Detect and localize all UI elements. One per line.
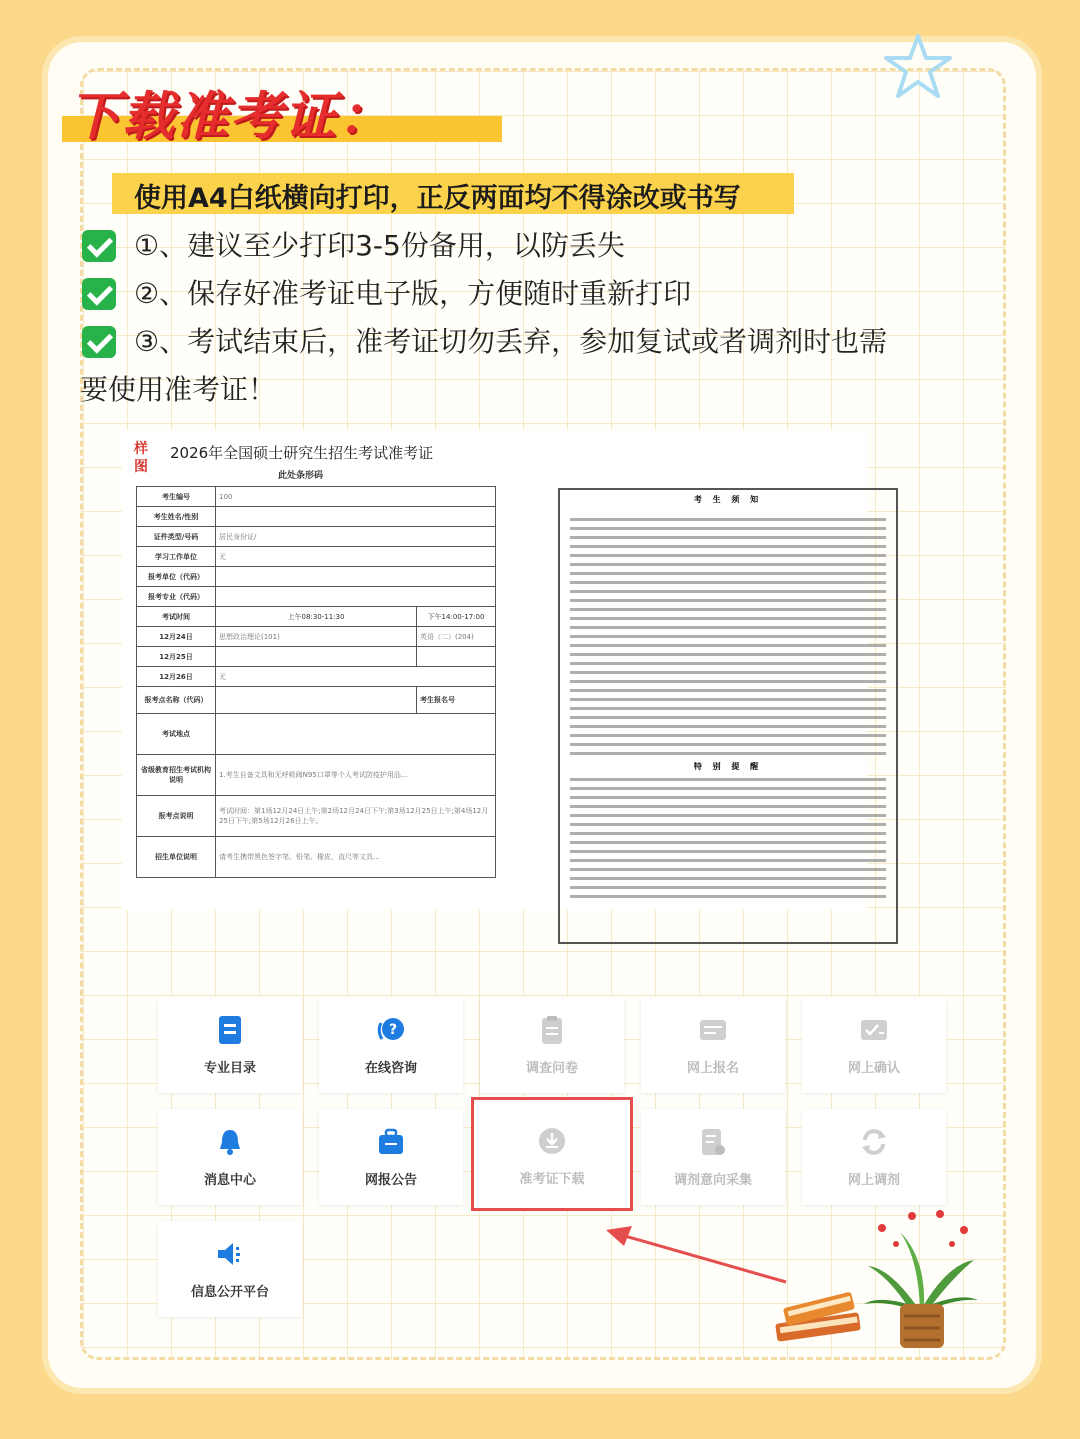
app-online-consult[interactable]: ? 在线咨询 xyxy=(319,997,463,1093)
table-row: 12月25日 xyxy=(137,647,496,667)
table-row: 报考单位（代码） xyxy=(137,567,496,587)
download-icon xyxy=(538,1126,566,1156)
sample-stamp: 样图 xyxy=(134,441,148,475)
app-online-confirm[interactable]: 网上确认 xyxy=(802,997,946,1093)
table-row: 报考点名称（代码） 考生报名号 xyxy=(137,687,496,714)
app-online-adjust[interactable]: 网上调剂 xyxy=(802,1109,946,1205)
svg-text:?: ? xyxy=(388,1022,398,1038)
app-info-platform[interactable]: 信息公开平台 xyxy=(158,1221,302,1317)
app-message-center[interactable]: 消息中心 xyxy=(158,1109,302,1205)
sample-ticket-image xyxy=(122,430,867,910)
notice-text-lines xyxy=(570,512,886,904)
table-row: 学习工作单位 无 xyxy=(137,547,496,567)
clipboard-icon xyxy=(538,1015,566,1045)
document-icon xyxy=(216,1015,244,1045)
table-row: 12月24日 思想政治理论(101) 英语（二）(204) xyxy=(137,627,496,647)
table-row: 省级教育招生考试机构说明 1.考生自备文具和无呼吸阀N95口罩等个人考试防疫护用品... xyxy=(137,755,496,796)
edit-doc-icon xyxy=(699,1127,727,1157)
check-icon xyxy=(82,230,116,262)
briefcase-icon xyxy=(377,1127,405,1157)
app-adjust-intention[interactable]: 调剂意向采集 xyxy=(641,1109,785,1205)
app-major-catalog[interactable]: 专业目录 xyxy=(158,997,302,1093)
books-icon xyxy=(770,1290,866,1344)
table-row: 12月26日 无 xyxy=(137,667,496,687)
ticket-title: 2026年全国硕士研究生招生考试准考证 xyxy=(170,444,434,462)
plant-icon xyxy=(860,1208,980,1348)
barcode-label: 此处条形码 xyxy=(278,471,324,481)
check-icon xyxy=(82,278,116,310)
table-row: 考试地点 xyxy=(137,714,496,755)
speaker-icon xyxy=(216,1239,244,1269)
table-row: 报考专业（代码） xyxy=(137,587,496,607)
tip-continuation: 要使用准考证！ xyxy=(80,373,277,406)
confirm-card-icon xyxy=(860,1015,888,1045)
pointer-arrow-icon xyxy=(600,1222,790,1292)
tip-item: ③、考试结束后，准考证切勿丢弃，参加复试或者调剂时也需 xyxy=(80,318,930,366)
table-row: 考生姓名/性别 xyxy=(137,507,496,527)
table-row: 报考点说明 考试时间：第1场12月24日上午;第2场12月24日下午;第3场12月25日上午;第4场12月25日下午;第5场12月26日上午。 xyxy=(137,796,496,837)
star-icon xyxy=(882,30,954,102)
special-title: 特 别 提 醒 xyxy=(693,762,763,771)
refresh-icon xyxy=(860,1127,888,1157)
table-row: 证件类型/号码 居民身份证/ xyxy=(137,527,496,547)
bell-icon xyxy=(216,1127,244,1157)
app-announcement[interactable]: 网报公告 xyxy=(319,1109,463,1205)
app-ticket-download[interactable]: 准考证下载 xyxy=(474,1100,630,1208)
question-chat-icon xyxy=(377,1015,405,1045)
notice-panel xyxy=(558,488,898,944)
page-title: 下载准考证： xyxy=(68,87,393,147)
tip-item: ②、保存好准考证电子版，方便随时重新打印 xyxy=(80,270,930,318)
check-icon xyxy=(82,326,116,358)
notice-title: 考 生 须 知 xyxy=(693,495,763,504)
tips-list xyxy=(80,222,930,414)
table-row: 招生单位说明 请考生携带黑色签字笔、铅笔、橡皮、直尺等文具... xyxy=(137,837,496,878)
ticket-table xyxy=(136,486,496,878)
app-online-register[interactable]: 网上报名 xyxy=(641,997,785,1093)
subtitle: 使用A4白纸横向打印，正反两面均不得涂改或书写 xyxy=(134,183,741,214)
form-icon xyxy=(699,1015,727,1045)
table-row: 考试时间 上午08:30-11:30 下午14:00-17:00 xyxy=(137,607,496,627)
tip-item: ①、建议至少打印3-5份备用，以防丢失 xyxy=(80,222,930,270)
table-row: 考生编号 100 xyxy=(137,487,496,507)
app-survey[interactable]: 调查问卷 xyxy=(480,997,624,1093)
